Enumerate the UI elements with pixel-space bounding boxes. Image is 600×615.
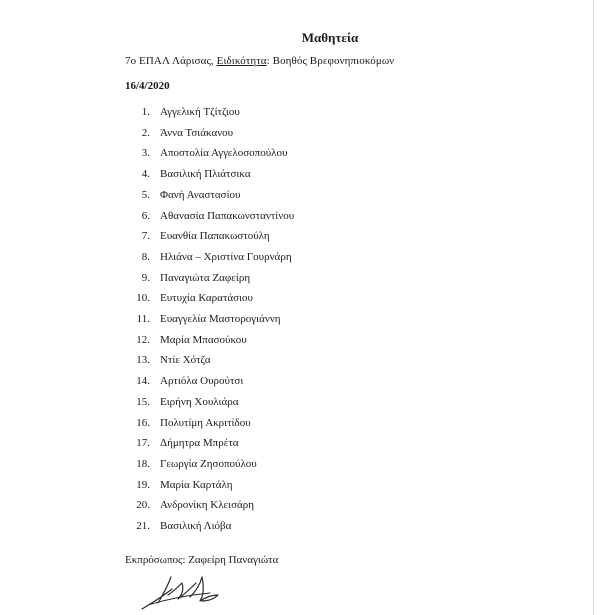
student-name: Αποστολία Αγγελοσοπούλου <box>160 147 288 160</box>
student-number: 17. <box>136 437 150 450</box>
student-number: 5. <box>141 188 150 201</box>
student-name: Αγγελική Τζίτζιου <box>160 106 240 118</box>
student-name: Βασιλική Λιόβα <box>160 520 232 532</box>
student-name: Φανή Αναστασίου <box>160 188 241 201</box>
student-number: 6. <box>141 209 150 222</box>
student-number: 14. <box>136 375 150 388</box>
student-name: Βασιλική Πλιάτσικα <box>160 168 251 181</box>
student-number: 18. <box>136 457 150 470</box>
student-number: 9. <box>141 271 150 284</box>
signature-image <box>138 573 228 613</box>
student-number: 1. <box>141 106 150 118</box>
school-prefix: 7ο ΕΠΑΛ Λάρισας, <box>125 55 217 67</box>
representative-line: Εκπρόσωπος: Ζαφείρη Παναγιώτα <box>125 554 279 566</box>
student-number: 21. <box>136 520 150 532</box>
student-number: 16. <box>136 416 150 429</box>
student-name: Μαρία Μπασούκου <box>160 333 247 346</box>
student-name: Ειρήνη Χουλιάρα <box>160 395 239 408</box>
specialty-label: Ειδικότητα <box>216 55 267 67</box>
student-number: 3. <box>141 147 150 160</box>
student-number: 15. <box>136 395 150 408</box>
student-name: Ανδρονίκη Κλεισάρη <box>160 499 255 512</box>
student-number: 10. <box>136 292 150 305</box>
student-name: Αρτιόλα Ουρούτσι <box>160 375 244 388</box>
student-name: Μαρία Καρτάλη <box>160 478 233 491</box>
student-name: Άννα Τσιάκανου <box>160 126 234 139</box>
document-date: 16/4/2020 <box>125 80 170 92</box>
student-number: 20. <box>136 499 150 512</box>
school-line <box>125 55 394 67</box>
document-title: Μαθητεία <box>301 30 359 45</box>
student-number: 11. <box>136 313 150 325</box>
student-number: 13. <box>136 354 150 367</box>
student-name: Δήμητρα Μπρέτα <box>160 437 239 450</box>
student-number: 2. <box>141 126 150 139</box>
student-name: Ευανθία Παπακωστούλη <box>160 230 270 243</box>
student-name: Ευαγγελία Μαστορογιάννη <box>160 313 281 325</box>
student-name: Ντίε Χότζα <box>160 354 211 367</box>
student-name: Ηλιάνα – Χριστίνα Γουρνάρη <box>160 250 292 263</box>
student-name: Ευτυχία Καρατάσιου <box>160 292 253 305</box>
scan-edge-line <box>593 0 594 615</box>
specialty-value: : Βοηθός Βρεφονηπιοκόμων <box>266 55 395 67</box>
student-name: Αθανασία Παπακωνσταντίνου <box>160 209 295 222</box>
student-name: Παναγιώτα Ζαφείρη <box>160 271 251 284</box>
student-number: 12. <box>136 333 150 346</box>
student-name: Γεωργία Ζησοπούλου <box>160 457 257 470</box>
student-number: 19. <box>136 478 150 491</box>
student-number: 4. <box>141 168 150 181</box>
student-name: Πολυτίμη Ακριτίδου <box>160 416 251 429</box>
student-number: 8. <box>141 250 150 263</box>
student-number: 7. <box>141 230 150 243</box>
